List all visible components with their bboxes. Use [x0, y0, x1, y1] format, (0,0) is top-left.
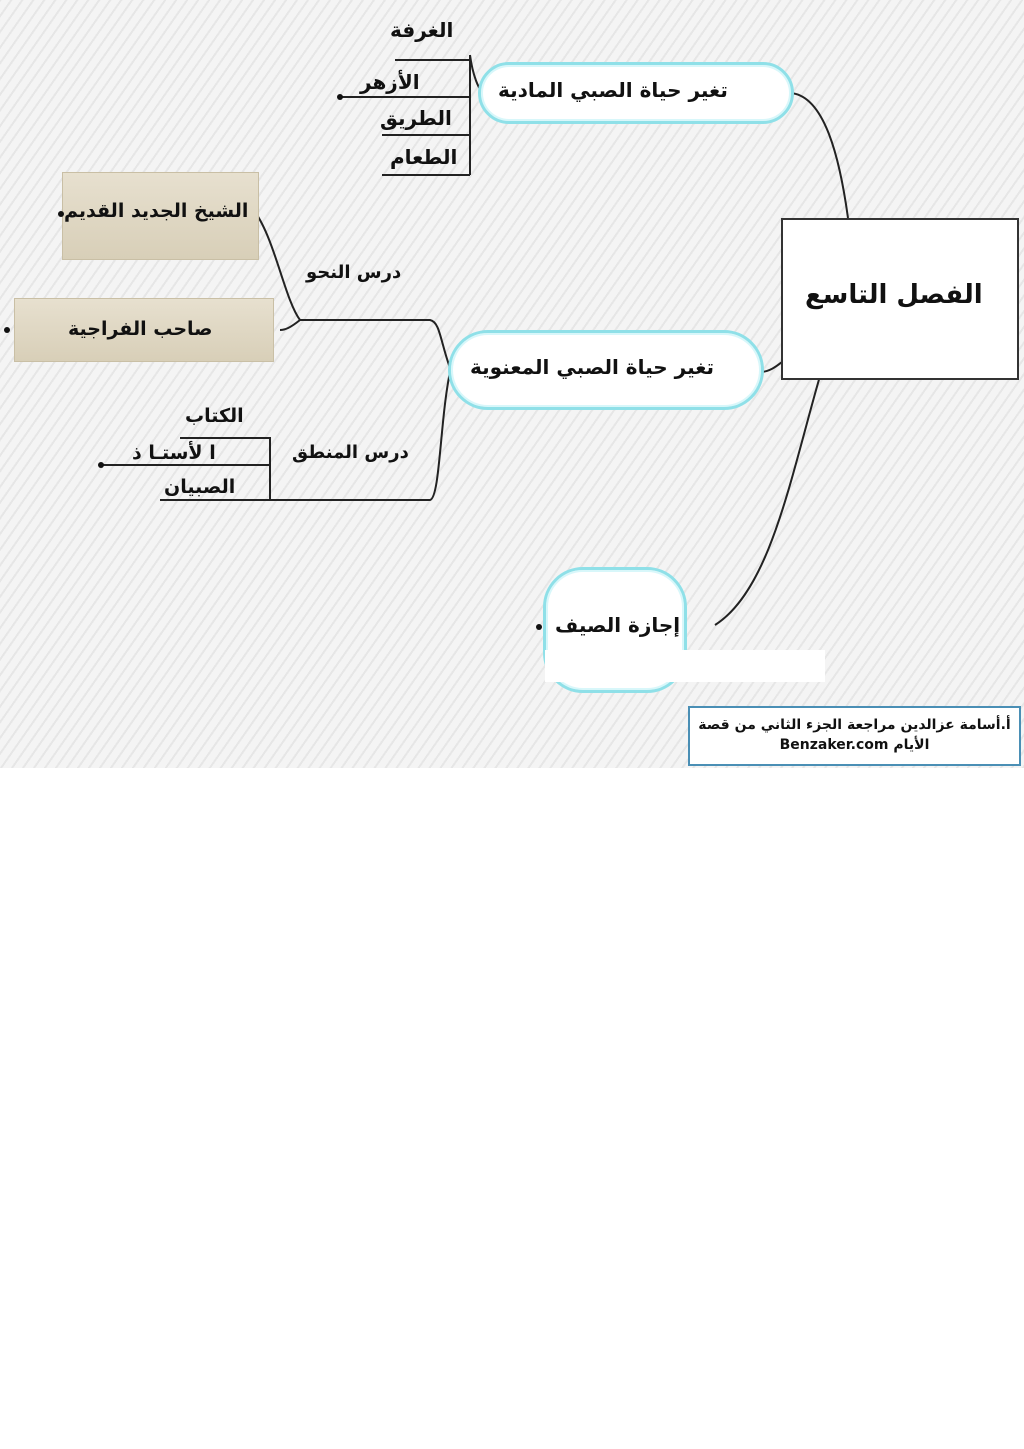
credit-line-1: أ.أسامة عزالدين مراجعة الجزء الثاني من قصة — [698, 717, 1011, 733]
credit-line-2 — [690, 735, 1019, 755]
blank-overlay — [545, 650, 825, 682]
logic-item-teacher: ا لأستـا ذ — [132, 442, 216, 464]
grammar-lesson-label: درس النحو — [306, 262, 402, 283]
logic-item-book: الكتاب — [185, 405, 244, 427]
central-topic-title: الفصل التاسع — [805, 280, 983, 310]
material-item-road: الطريق — [380, 106, 452, 130]
grammar-item-sheikh: الشيخ الجديد القديم — [64, 200, 249, 222]
summer-branch-label: إجازة الصيف — [555, 613, 681, 637]
logic-item-boys: الصبيان — [164, 476, 236, 498]
credit-box — [688, 706, 1021, 766]
material-item-food: الطعام — [390, 145, 458, 169]
logic-lesson-label: درس المنطق — [292, 442, 409, 463]
teacher-bullet-dot — [98, 462, 104, 468]
material-item-room: الغرفة — [390, 18, 454, 42]
farajiya-bullet-dot — [4, 327, 10, 333]
summer-bullet-dot — [536, 624, 542, 630]
material-item-azhar: الأزهر — [360, 70, 420, 94]
moral-branch-label: تغير حياة الصبي المعنوية — [470, 355, 715, 379]
credit-line-2-text: الأيام — [893, 737, 930, 753]
material-branch-label: تغير حياة الصبي المادية — [498, 78, 728, 102]
material-bullet-dot — [337, 94, 343, 100]
sheikh-bullet-dot — [58, 211, 64, 217]
credit-site: Benzaker.com — [779, 737, 889, 753]
grammar-item-farajiya: صاحب الفراجية — [68, 318, 213, 340]
